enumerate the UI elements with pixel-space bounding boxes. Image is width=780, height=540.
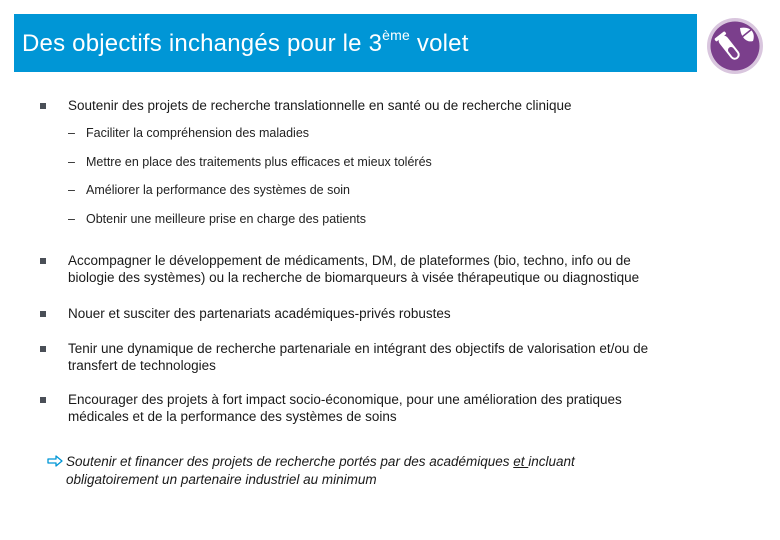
bullet-2-line-1: Accompagner le développement de médicaments, DM, de plateformes (bio, techno, info ou de [68, 253, 631, 268]
bullet-5-line-1: Encourager des projets à fort impact socio-économique, pour une amélioration des pratiques [68, 392, 622, 407]
square-bullet-icon [40, 397, 46, 403]
sub-item-1: Faciliter la compréhension des maladies [86, 126, 310, 140]
bullet-4-line-1: Tenir une dynamique de recherche partenariale en intégrant des objectifs de valorisation et/ou de [68, 341, 649, 356]
bullet-1-text: Soutenir des projets de recherche translationnelle en santé ou de recherche clinique [68, 98, 572, 113]
square-bullet-icon [40, 311, 46, 317]
square-bullet-icon [40, 103, 46, 109]
sub-item-3: Améliorer la performance des systèmes de soin [86, 183, 351, 197]
test-tube-leaf-icon [706, 17, 764, 75]
dash-bullet: – [68, 183, 75, 197]
square-bullet-icon [40, 346, 46, 352]
conclusion-line-1: Soutenir et financer des projets de recherche portés par des académiques et incluant [66, 454, 575, 469]
bullet-4-line-2: transfert de technologies [68, 358, 216, 373]
square-bullet-icon [40, 258, 46, 264]
dash-bullet: – [68, 212, 75, 226]
conclusion-line-2: obligatoirement un partenaire industriel au minimum [66, 472, 377, 487]
bullet-2-line-2: biologie des systèmes) ou la recherche de biomarqueurs à visée thérapeutique ou diagnostique [68, 270, 640, 285]
dash-bullet: – [68, 126, 75, 140]
dash-bullet: – [68, 155, 75, 169]
bullet-5-line-2: médicales et de la performance des systèmes de soins [68, 409, 397, 424]
sub-item-4: Obtenir une meilleure prise en charge des patients [86, 212, 367, 226]
bullet-3-text: Nouer et susciter des partenariats académiques-privés robustes [68, 306, 451, 321]
page-title: Des objectifs inchangés pour le 3ème volet [22, 26, 469, 57]
sub-item-2: Mettre en place des traitements plus efficaces et mieux tolérés [86, 155, 432, 169]
title-bar [14, 14, 697, 72]
hollow-arrow-icon [47, 454, 63, 466]
